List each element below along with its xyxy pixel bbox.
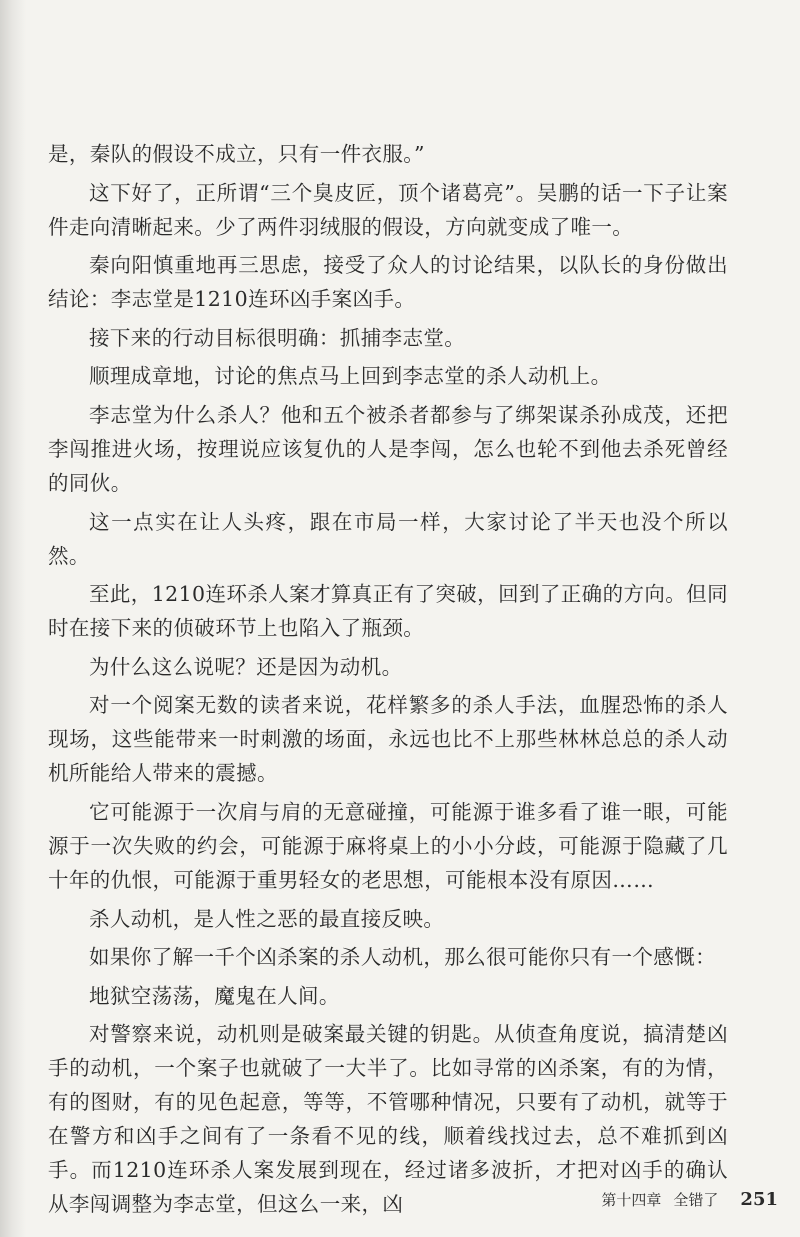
paragraph: 杀人动机，是人性之恶的最直接反映。 — [89, 906, 445, 931]
paragraph: 为什么这么说呢？还是因为动机。 — [89, 654, 403, 679]
chapter-label: 第十四章 — [601, 1191, 662, 1209]
paragraph: 它可能源于一次肩与肩的无意碰撞，可能源于谁多看了谁一眼，可能源于一次失败的约会，可能源于麻将桌上的小小分歧，可能源于隐藏了几十年的仇恨，可能源于重男轻女的老思想，可能根本没有原因…… — [48, 799, 728, 892]
paragraph: 至此，1210连环杀人案才算真正有了突破，回到了正确的方向。但同时在接下来的侦破环节上也陷入了瓶颈。 — [48, 582, 728, 641]
paragraph: 对警察来说，动机则是破案最关键的钥匙。从侦查角度说，搞清楚凶手的动机，一个案子也就破了一大半了。比如寻常的凶杀案，有的为情，有的图财，有的见色起意，等等，不管哪种情况，只要有了动机，就等于在警方和凶手之间有了一条看不见的线，顺着线找过去，总不难抓到凶手。而1210连环杀人案发展到现在，经过诸多波折，才把对凶手的确认从李闯调整为李志堂，但这么一来，凶 — [48, 1022, 728, 1217]
paragraph: 是，秦队的假设不成立，只有一件衣服。” — [48, 142, 425, 166]
page-number: 251 — [740, 1189, 778, 1210]
paragraph: 秦向阳慎重地再三思虑，接受了众人的讨论结果，以队长的身份做出结论：李志堂是1210连环凶手案凶手。 — [48, 253, 728, 312]
paragraph: 李志堂为什么杀人？他和五个被杀者都参与了绑架谋杀孙成茂，还把李闯推进火场，按理说应该复仇的人是李闯，怎么也轮不到他去杀死曾经的同伙。 — [48, 402, 728, 495]
paragraph: 接下来的行动目标很明确：抓捕李志堂。 — [89, 325, 466, 350]
paragraph: 地狱空荡荡，魔鬼在人间。 — [89, 983, 340, 1008]
paragraph: 这下好了，正所谓“三个臭皮匠，顶个诸葛亮”。吴鹏的话一下子让案件走向清晰起来。少了两件羽绒服的假设，方向就变成了唯一。 — [48, 180, 728, 239]
page-edge-shadow — [0, 0, 26, 1237]
chapter-title: 全错了 — [673, 1191, 719, 1209]
paragraph: 如果你了解一千个凶杀案的杀人动机，那么很可能你只有一个感慨： — [89, 945, 716, 970]
paragraph: 对一个阅案无数的读者来说，花样繁多的杀人手法，血腥恐怖的杀人现场，这些能带来一时刺激的场面，永远也比不上那些林林总总的杀人动机所能给人带来的震撼。 — [48, 693, 728, 786]
page-footer — [601, 1189, 778, 1210]
body-text — [48, 137, 728, 1221]
paragraph: 这一点实在让人头疼，跟在市局一样，大家讨论了半天也没个所以然。 — [48, 509, 728, 568]
paragraph: 顺理成章地，讨论的焦点马上回到李志堂的杀人动机上。 — [89, 364, 612, 389]
